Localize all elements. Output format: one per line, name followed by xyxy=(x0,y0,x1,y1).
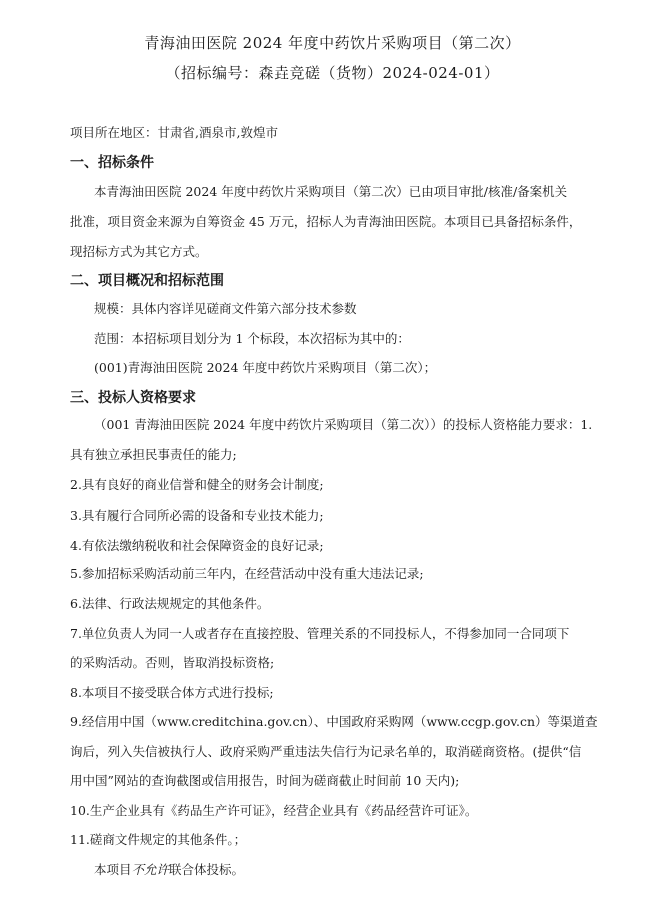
tender-number: （招标编号：森垚竞磋（货物）2024-024-01） xyxy=(165,64,500,82)
requirement-line: 5.参加招标采购活动前三年内，在经营活动中没有重大违法记录; xyxy=(70,566,424,581)
requirement-line: 询后，列入失信被执行人、政府采购严重违法失信行为记录名单的，取消磋商资格。(提供“信 xyxy=(70,744,582,759)
document-title: 青海油田医院 2024 年度中药饮片采购项目（第二次） xyxy=(144,34,521,52)
paragraph-line: 现招标方式为其它方式。 xyxy=(70,244,208,259)
paragraph-line: 本青海油田医院 2024 年度中药饮片采购项目（第二次）已由项目审批/核准/备案机关 xyxy=(94,184,568,199)
requirement-line: 的采购活动。否则，皆取消投标资格; xyxy=(70,655,275,670)
requirement-line: 2.具有良好的商业信誉和健全的财务会计制度; xyxy=(70,477,324,492)
section-heading-bidder-qualifications: 三、投标人资格要求 xyxy=(70,390,196,406)
requirement-line: 3.具有履行合同所必需的设备和专业技术能力; xyxy=(70,508,324,523)
requirement-line: 10.生产企业具有《药品生产许可证》，经营企业具有《药品经营许可证》。 xyxy=(70,803,478,818)
requirement-line: 11.磋商文件规定的其他条件。； xyxy=(70,832,247,847)
requirement-line: 具有独立承担民事责任的能力; xyxy=(70,447,237,462)
project-scope: 范围：本招标项目划分为 1 个标段，本次招标为其中的： xyxy=(94,331,410,346)
consortium-suffix: 联合体投标。 xyxy=(169,862,245,877)
section-heading-tender-conditions: 一、招标条件 xyxy=(70,155,154,171)
paragraph-line: 批准，项目资金来源为自筹资金 45 万元，招标人为青海油田医院。本项目已具备招标条件， xyxy=(70,214,582,229)
requirement-line: 9.经信用中国（www.creditchina.gov.cn）、中国政府采购网（www.ccgp.gov.cn）等渠道查 xyxy=(70,714,598,729)
section-heading-project-overview: 二、项目概况和招标范围 xyxy=(70,273,224,289)
requirement-line: 8.本项目不接受联合体方式进行投标; xyxy=(70,685,274,700)
requirement-line: （001 青海油田医院 2024 年度中药饮片采购项目（第二次））的投标人资格能力要求：1. xyxy=(94,417,593,432)
project-location: 项目所在地区：甘肃省,酒泉市,敦煌市 xyxy=(70,125,278,140)
requirement-line: 4.有依法缴纳税收和社会保障资金的良好记录; xyxy=(70,538,324,553)
project-lot: (001)青海油田医院 2024 年度中药饮片采购项目（第二次）； xyxy=(94,360,437,375)
consortium-not-allowed: 不允许 xyxy=(131,862,170,877)
consortium-prefix: 本项目 xyxy=(94,862,132,877)
requirement-line: 7.单位负责人为同一人或者存在直接控股、管理关系的不同投标人，不得参加同一合同项下 xyxy=(70,626,570,641)
consortium-statement xyxy=(94,864,244,877)
requirement-line: 6.法律、行政法规规定的其他条件。 xyxy=(70,596,270,611)
project-scale: 规模：具体内容详见磋商文件第六部分技术参数 xyxy=(94,301,357,316)
requirement-line: 用中国”网站的查询截图或信用报告，时间为磋商截止时间前 10 天内); xyxy=(70,773,460,788)
